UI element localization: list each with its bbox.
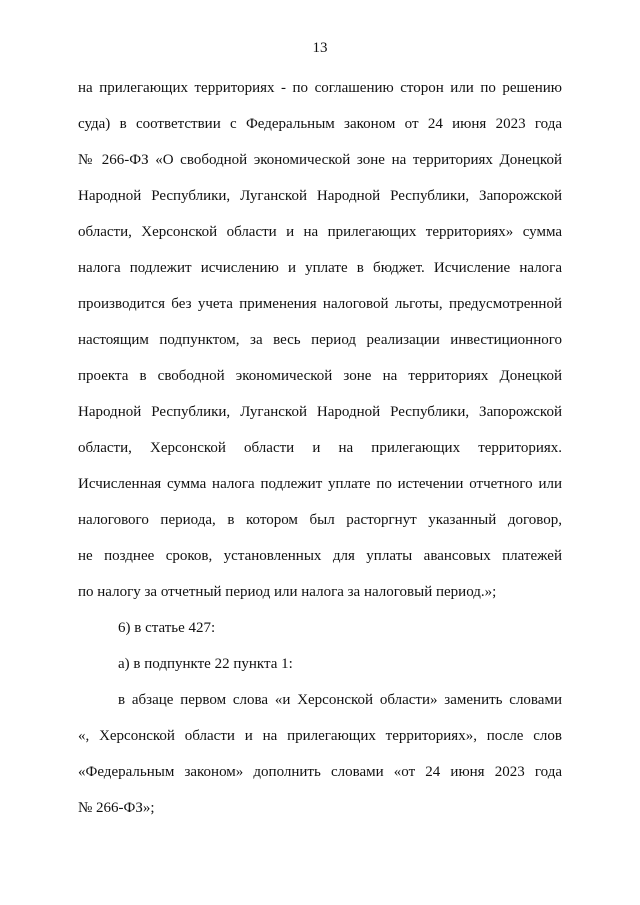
text-line: 6) в статье 427: [118, 620, 216, 636]
text-line: области, Херсонской области и на прилегающих территориях» сумма [78, 224, 562, 240]
text-line: на прилегающих территориях - по соглашению сторон или по решению [78, 80, 562, 96]
text-line: проекта в свободной экономической зоне на территориях Донецкой [78, 368, 562, 384]
text-line: настоящим подпунктом, за весь период реализации инвестиционного [78, 332, 562, 348]
text-line: Исчисленная сумма налога подлежит уплате по истечении отчетного или [78, 476, 562, 492]
text-line: области, Херсонской области и на прилегающих территориях. [78, 440, 562, 456]
page-number: 13 [312, 40, 328, 56]
text-line: производится без учета применения налоговой льготы, предусмотренной [78, 296, 562, 312]
text-line: № 266-ФЗ «О свободной экономической зоне на территориях Донецкой [78, 152, 562, 168]
text-line: № 266-ФЗ»; [78, 800, 155, 816]
text-line: по налогу за отчетный период или налога за налоговый период.»; [78, 584, 497, 600]
text-line: в абзаце первом слова «и Херсонской области» заменить словами [118, 692, 562, 708]
text-line: Народной Республики, Луганской Народной Республики, Запорожской [78, 188, 562, 204]
text-line: а) в подпункте 22 пункта 1: [118, 656, 293, 672]
text-line: «Федеральным законом» дополнить словами «от 24 июня 2023 года [78, 764, 562, 780]
text-line: налога подлежит исчислению и уплате в бюджет. Исчисление налога [78, 260, 562, 276]
text-line: «, Херсонской области и на прилегающих территориях», после слов [78, 728, 562, 744]
text-line: налогового периода, в котором был расторгнут указанный договор, [78, 512, 562, 528]
text-line: не позднее сроков, установленных для уплаты авансовых платежей [78, 548, 562, 564]
text-line: Народной Республики, Луганской Народной Республики, Запорожской [78, 404, 562, 420]
text-line: суда) в соответствии с Федеральным законом от 24 июня 2023 года [78, 116, 562, 132]
